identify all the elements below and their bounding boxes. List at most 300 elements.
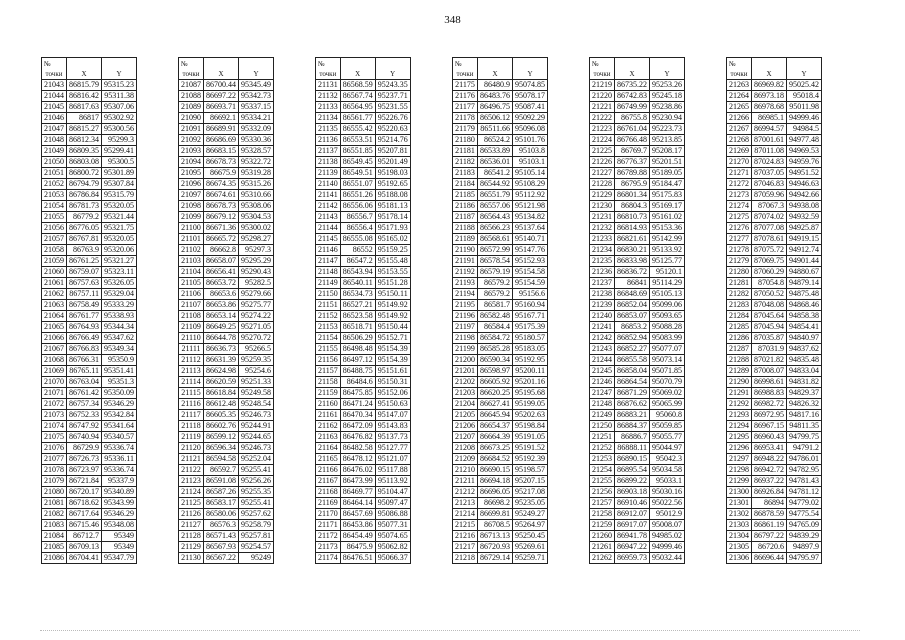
x-coordinate: 86557.06 <box>478 201 513 212</box>
table-row <box>179 487 274 498</box>
point-number: 21171 <box>316 520 341 531</box>
table-row <box>316 223 411 234</box>
x-coordinate: 86769.7 <box>615 146 650 157</box>
y-coordinate: 94765.09 <box>787 520 822 531</box>
point-number: 21141 <box>316 190 341 201</box>
table-row <box>727 278 822 289</box>
x-coordinate: 86953.41 <box>752 443 787 454</box>
x-coordinate: 86766.83 <box>67 344 102 355</box>
point-number: 21154 <box>316 333 341 344</box>
y-coordinate: 95321.44 <box>102 212 137 223</box>
y-coordinate: 95338.93 <box>102 311 137 322</box>
point-number: 21280 <box>727 267 752 278</box>
point-number: 21140 <box>316 179 341 190</box>
y-coordinate: 95171.93 <box>375 223 410 234</box>
x-coordinate: 86718.62 <box>67 498 102 509</box>
y-coordinate: 94786.01 <box>787 454 822 465</box>
table-row <box>316 355 411 366</box>
table-row <box>590 91 685 102</box>
point-number: 21256 <box>590 487 615 498</box>
y-coordinate: 95254.57 <box>239 542 274 553</box>
point-number: 21099 <box>179 212 204 223</box>
point-number: 21231 <box>590 212 615 223</box>
point-number: 21300 <box>727 487 752 498</box>
point-number: 21206 <box>453 421 478 432</box>
y-coordinate: 94840.97 <box>787 333 822 344</box>
point-number: 21095 <box>179 168 204 179</box>
y-coordinate: 95307.84 <box>102 179 137 190</box>
y-coordinate: 95257.62 <box>239 509 274 520</box>
x-coordinate: 86852.27 <box>615 344 650 355</box>
table-row <box>453 256 548 267</box>
y-coordinate: 95121.98 <box>513 201 548 212</box>
y-coordinate: 95248.54 <box>239 399 274 410</box>
x-coordinate: 86524.2 <box>478 135 513 146</box>
y-coordinate: 94775.54 <box>787 509 822 520</box>
point-number: 21183 <box>453 168 478 179</box>
point-number: 21210 <box>453 465 478 476</box>
y-coordinate: 95328.57 <box>239 146 274 157</box>
y-coordinate: 94833.04 <box>787 366 822 377</box>
point-number: 21093 <box>179 146 204 157</box>
x-coordinate: 86726.73 <box>67 454 102 465</box>
y-coordinate: 95198.03 <box>375 168 410 179</box>
x-coordinate: 86684.52 <box>478 454 513 465</box>
point-number: 21288 <box>727 355 752 366</box>
y-coordinate: 95055.77 <box>650 432 685 443</box>
x-coordinate: 86478.12 <box>340 454 375 465</box>
x-coordinate: 86674.35 <box>204 179 239 190</box>
table-row <box>179 212 274 223</box>
x-coordinate: 86776.37 <box>615 157 650 168</box>
y-coordinate: 94868.46 <box>787 300 822 311</box>
point-number: 21195 <box>453 300 478 311</box>
table-row <box>316 410 411 421</box>
point-number: 21155 <box>316 344 341 355</box>
y-coordinate: 95344.34 <box>102 322 137 333</box>
x-coordinate: 86654.37 <box>478 421 513 432</box>
y-coordinate: 95237.71 <box>375 91 410 102</box>
table-row <box>42 333 137 344</box>
table-row <box>453 509 548 520</box>
table-row <box>179 465 274 476</box>
table-row <box>727 399 822 410</box>
table-row <box>727 344 822 355</box>
point-number: 21235 <box>590 256 615 267</box>
x-coordinate: 86653.72 <box>204 278 239 289</box>
x-coordinate: 86618.84 <box>204 388 239 399</box>
x-coordinate: 86757.34 <box>67 399 102 410</box>
coords-table-1 <box>41 57 137 564</box>
header-y: Y <box>787 69 822 80</box>
x-coordinate: 86699.81 <box>478 509 513 520</box>
table-row <box>179 399 274 410</box>
table-row <box>727 245 822 256</box>
y-coordinate: 95069.02 <box>650 388 685 399</box>
y-coordinate: 95319.28 <box>239 168 274 179</box>
table-row <box>727 443 822 454</box>
x-coordinate: 86855.58 <box>615 355 650 366</box>
y-coordinate: 95332.09 <box>239 124 274 135</box>
x-coordinate: 86836.72 <box>615 267 650 278</box>
y-coordinate: 95300.02 <box>239 223 274 234</box>
y-coordinate: 95226.76 <box>375 113 410 124</box>
x-coordinate: 86518.71 <box>340 322 375 333</box>
point-number: 21191 <box>453 256 478 267</box>
y-coordinate: 95337.15 <box>239 102 274 113</box>
x-coordinate: 87037.05 <box>752 168 787 179</box>
y-coordinate: 95351.41 <box>102 366 137 377</box>
x-coordinate: 86700.44 <box>204 80 239 91</box>
y-coordinate: 95105.13 <box>650 289 685 300</box>
table-row <box>179 146 274 157</box>
y-coordinate: 94999.46 <box>787 113 822 124</box>
point-number: 21199 <box>453 344 478 355</box>
y-coordinate: 95137.73 <box>375 432 410 443</box>
table-row <box>590 454 685 465</box>
table-row <box>727 311 822 322</box>
point-number: 21126 <box>179 509 204 520</box>
table-row <box>590 278 685 289</box>
x-coordinate: 86878.59 <box>752 509 787 520</box>
y-coordinate: 95238.86 <box>650 102 685 113</box>
table-row <box>453 465 548 476</box>
y-coordinate: 95150.11 <box>375 289 410 300</box>
table-row <box>727 432 822 443</box>
point-number: 21148 <box>316 267 341 278</box>
table-row <box>453 146 548 157</box>
point-number: 21260 <box>590 531 615 542</box>
y-coordinate: 95011.98 <box>787 102 822 113</box>
point-number: 21233 <box>590 234 615 245</box>
x-coordinate: 86689.91 <box>204 124 239 135</box>
x-coordinate: 86729.14 <box>478 553 513 564</box>
x-coordinate: 86814.93 <box>615 223 650 234</box>
point-number: 21290 <box>727 377 752 388</box>
point-number: 21285 <box>727 322 752 333</box>
x-coordinate: 86969.82 <box>752 80 787 91</box>
table-row <box>453 322 548 333</box>
x-coordinate: 86636.73 <box>204 344 239 355</box>
y-coordinate: 94932.59 <box>787 212 822 223</box>
point-number: 21068 <box>42 355 67 366</box>
y-coordinate: 95192.65 <box>375 179 410 190</box>
table-row <box>590 443 685 454</box>
point-number: 21254 <box>590 465 615 476</box>
header-y: Y <box>513 69 548 80</box>
x-coordinate: 86564.95 <box>340 102 375 113</box>
table-row <box>42 80 137 91</box>
y-coordinate: 94799.75 <box>787 432 822 443</box>
x-coordinate: 86947.22 <box>615 542 650 553</box>
x-coordinate: 86766.31 <box>67 355 102 366</box>
x-coordinate: 86476.82 <box>340 432 375 443</box>
table-row <box>316 80 411 91</box>
table-row <box>590 234 685 245</box>
x-coordinate: 86598.97 <box>478 366 513 377</box>
header-no: № <box>590 58 615 70</box>
point-number: 21304 <box>727 531 752 542</box>
x-coordinate: 86723.97 <box>67 465 102 476</box>
x-coordinate: 86985.1 <box>752 113 787 124</box>
y-coordinate: 95336.74 <box>102 465 137 476</box>
y-coordinate: 95320.05 <box>102 234 137 245</box>
table-row <box>179 245 274 256</box>
table-row <box>727 465 822 476</box>
point-number: 21291 <box>727 388 752 399</box>
y-coordinate: 95246.73 <box>239 410 274 421</box>
table-row <box>453 113 548 124</box>
point-number: 21052 <box>42 179 67 190</box>
x-coordinate: 86568.59 <box>340 80 375 91</box>
y-coordinate: 94951.52 <box>787 168 822 179</box>
x-coordinate: 86476.51 <box>340 553 375 564</box>
table-row <box>316 377 411 388</box>
x-coordinate: 86692.1 <box>204 113 239 124</box>
x-coordinate: 86602.76 <box>204 421 239 432</box>
point-number: 21077 <box>42 454 67 465</box>
point-number: 21268 <box>727 135 752 146</box>
x-coordinate: 86858.04 <box>615 366 650 377</box>
y-coordinate: 95191.52 <box>513 443 548 454</box>
point-number: 21297 <box>727 454 752 465</box>
table-row <box>453 212 548 223</box>
point-number: 21214 <box>453 509 478 520</box>
table-row <box>42 377 137 388</box>
y-coordinate: 95147.76 <box>513 245 548 256</box>
table-row <box>590 509 685 520</box>
point-number: 21103 <box>179 256 204 267</box>
table-row <box>179 91 274 102</box>
point-number: 21243 <box>590 344 615 355</box>
x-coordinate: 86673.25 <box>478 443 513 454</box>
x-coordinate: 86757.63 <box>67 278 102 289</box>
y-coordinate: 95336.74 <box>102 443 137 454</box>
x-coordinate: 86678.73 <box>204 201 239 212</box>
y-coordinate: 95255.41 <box>239 498 274 509</box>
table-row <box>179 201 274 212</box>
header-no: № <box>42 58 67 70</box>
point-number: 21279 <box>727 256 752 267</box>
table-row <box>179 333 274 344</box>
table-row <box>590 531 685 542</box>
table-row <box>453 421 548 432</box>
point-number: 21149 <box>316 278 341 289</box>
y-coordinate: 95348.08 <box>102 520 137 531</box>
x-coordinate: 86591.08 <box>204 476 239 487</box>
point-number: 21088 <box>179 91 204 102</box>
x-coordinate: 87021.82 <box>752 355 787 366</box>
point-number: 21147 <box>316 256 341 267</box>
x-coordinate: 86766.49 <box>67 333 102 344</box>
x-coordinate: 87031.9 <box>752 344 787 355</box>
y-coordinate: 94977.48 <box>787 135 822 146</box>
table-row <box>179 168 274 179</box>
point-number: 21114 <box>179 377 204 388</box>
y-coordinate: 95300.56 <box>102 124 137 135</box>
point-number: 21152 <box>316 311 341 322</box>
y-coordinate: 95077.31 <box>375 520 410 531</box>
x-coordinate: 86551.26 <box>340 190 375 201</box>
table-row <box>590 553 685 564</box>
table-row <box>42 267 137 278</box>
y-coordinate: 95096.08 <box>513 124 548 135</box>
table-row <box>453 300 548 311</box>
x-coordinate: 86653.6 <box>204 289 239 300</box>
point-number: 21267 <box>727 124 752 135</box>
y-coordinate: 95180.57 <box>513 333 548 344</box>
y-coordinate: 95326.05 <box>102 278 137 289</box>
x-coordinate: 86475.9 <box>340 542 375 553</box>
table-row <box>42 124 137 135</box>
x-coordinate: 86472.09 <box>340 421 375 432</box>
point-number: 21047 <box>42 124 67 135</box>
y-coordinate: 94781.43 <box>787 476 822 487</box>
table-row <box>590 135 685 146</box>
x-coordinate: 86511.66 <box>478 124 513 135</box>
table-row <box>453 366 548 377</box>
y-coordinate: 95152.71 <box>375 333 410 344</box>
x-coordinate: 86552 <box>340 245 375 256</box>
point-number: 21215 <box>453 520 478 531</box>
table-row <box>316 542 411 553</box>
point-number: 21190 <box>453 245 478 256</box>
table-row <box>316 520 411 531</box>
table-row <box>590 124 685 135</box>
x-coordinate: 86555.08 <box>340 234 375 245</box>
x-coordinate: 86587.26 <box>204 487 239 498</box>
y-coordinate: 95264.97 <box>513 520 548 531</box>
y-coordinate: 95103.1 <box>513 157 548 168</box>
point-number: 21178 <box>453 113 478 124</box>
x-coordinate: 86816.42 <box>67 91 102 102</box>
x-coordinate: 87067.3 <box>752 201 787 212</box>
point-number: 21232 <box>590 223 615 234</box>
x-coordinate: 87077.08 <box>752 223 787 234</box>
y-coordinate: 95159.25 <box>375 245 410 256</box>
point-number: 21161 <box>316 410 341 421</box>
point-number: 21055 <box>42 212 67 223</box>
point-number: 21184 <box>453 179 478 190</box>
table-row <box>590 102 685 113</box>
point-number: 21209 <box>453 454 478 465</box>
table-row <box>42 245 137 256</box>
x-coordinate: 86533.89 <box>478 146 513 157</box>
table-row <box>453 432 548 443</box>
x-coordinate: 86749.99 <box>615 102 650 113</box>
table-row <box>727 157 822 168</box>
table-row <box>727 135 822 146</box>
point-number: 21293 <box>727 410 752 421</box>
header-x: X <box>67 69 102 80</box>
x-coordinate: 86473.99 <box>340 476 375 487</box>
x-coordinate: 86584.72 <box>478 333 513 344</box>
y-coordinate: 95032.44 <box>650 553 685 564</box>
x-coordinate: 86590.34 <box>478 355 513 366</box>
header-y: Y <box>239 69 274 80</box>
x-coordinate: 86972.95 <box>752 410 787 421</box>
header-point: точки <box>727 69 752 80</box>
point-number: 21269 <box>727 146 752 157</box>
x-coordinate: 86978.68 <box>752 102 787 113</box>
header-y: Y <box>375 69 410 80</box>
x-coordinate: 86665.72 <box>204 234 239 245</box>
x-coordinate: 86795.9 <box>615 179 650 190</box>
table-row <box>42 234 137 245</box>
point-number: 21208 <box>453 443 478 454</box>
point-number: 21258 <box>590 509 615 520</box>
point-number: 21212 <box>453 487 478 498</box>
x-coordinate: 86982.72 <box>752 399 787 410</box>
table-row <box>453 487 548 498</box>
point-number: 21094 <box>179 157 204 168</box>
table-row <box>316 344 411 355</box>
point-number: 21273 <box>727 190 752 201</box>
x-coordinate: 86453.86 <box>340 520 375 531</box>
x-coordinate: 86645.94 <box>478 410 513 421</box>
table-row <box>727 542 822 553</box>
table-row <box>727 300 822 311</box>
y-coordinate: 95250.45 <box>513 531 548 542</box>
x-coordinate: 86717.64 <box>67 509 102 520</box>
point-number: 21225 <box>590 146 615 157</box>
table-row <box>179 124 274 135</box>
x-coordinate: 86592.7 <box>204 465 239 476</box>
y-coordinate: 94938.08 <box>787 201 822 212</box>
point-number: 21172 <box>316 531 341 542</box>
table-row <box>590 465 685 476</box>
point-number: 21151 <box>316 300 341 311</box>
table-row <box>727 91 822 102</box>
table-row <box>590 498 685 509</box>
y-coordinate: 95121.07 <box>375 454 410 465</box>
point-number: 21048 <box>42 135 67 146</box>
point-number: 21065 <box>42 322 67 333</box>
table-row <box>179 135 274 146</box>
point-number: 21274 <box>727 201 752 212</box>
y-coordinate: 95198.57 <box>513 465 548 476</box>
x-coordinate: 86694.18 <box>478 476 513 487</box>
y-coordinate: 95329.04 <box>102 289 137 300</box>
table-row <box>42 135 137 146</box>
x-coordinate: 86572.99 <box>478 245 513 256</box>
x-coordinate: 86568.61 <box>478 234 513 245</box>
table-row <box>590 487 685 498</box>
table-row <box>453 311 548 322</box>
point-number: 21087 <box>179 80 204 91</box>
table-row <box>316 256 411 267</box>
point-number: 21164 <box>316 443 341 454</box>
point-number: 21271 <box>727 168 752 179</box>
table-row <box>453 223 548 234</box>
x-coordinate: 86549.45 <box>340 157 375 168</box>
table-row <box>590 388 685 399</box>
y-coordinate: 95105.14 <box>513 168 548 179</box>
y-coordinate: 95321.27 <box>102 256 137 267</box>
point-number: 21221 <box>590 102 615 113</box>
point-number: 21278 <box>727 245 752 256</box>
table-row <box>179 366 274 377</box>
table-row <box>316 454 411 465</box>
table-row <box>453 355 548 366</box>
y-coordinate: 95101.76 <box>513 135 548 146</box>
x-coordinate: 86755.8 <box>615 113 650 124</box>
coords-table-3 <box>315 57 411 564</box>
table-row <box>316 487 411 498</box>
table-row <box>590 421 685 432</box>
header-no: № <box>453 58 478 70</box>
y-coordinate: 94795.97 <box>787 553 822 564</box>
